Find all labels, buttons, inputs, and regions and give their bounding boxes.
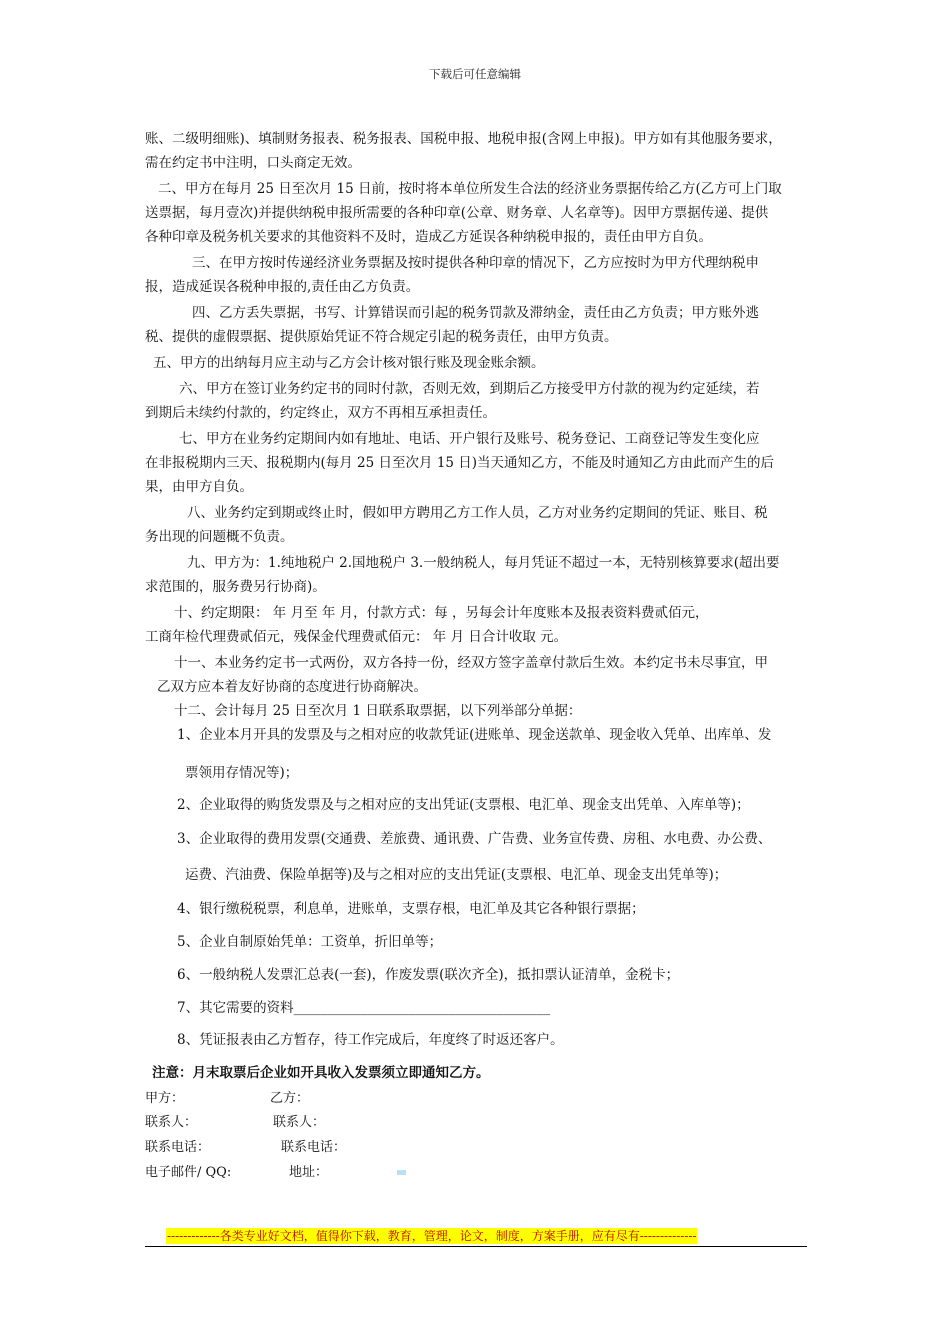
- clause-5-line: 五、甲方的出纳每月应主动与乙方会计核对银行账及现金账余额。: [153, 355, 545, 371]
- party-b-label: 乙方：: [270, 1091, 310, 1106]
- list-item-6: 6、一般纳税人发票汇总表(一套)，作废发票(联次齐全)，抵扣票认证清单，金税卡；: [177, 967, 680, 983]
- clause-2-line: 二、甲方在每月 25 日至次月 15 日前，按时将本单位所发生合法的经济业务票据传给乙方(乙方可上门取: [158, 181, 782, 197]
- paragraph-line: 乙双方应本着友好协商的态度进行协商解决。: [157, 679, 427, 695]
- clause-7-line: 七、甲方在业务约定期间内如有地址、电话、开户银行及账号、税务登记、工商登记等发生变化应: [179, 431, 760, 447]
- list-item-3-cont: 运费、汽油费、保险单据等)及与之相对应的支出凭证(支票根、电汇单、现金支出凭单等)；: [185, 867, 728, 883]
- paragraph-line: 务出现的问题概不负责。: [145, 529, 294, 545]
- list-item-1: 1、企业本月开具的发票及与之相对应的收款凭证(进账单、现金送款单、现金收入凭单、出库单、发: [177, 727, 772, 743]
- footer-divider: [145, 1246, 807, 1247]
- contact-a-label: 联系人：: [145, 1115, 198, 1130]
- list-item-8: 8、凭证报表由乙方暂存，待工作完成后，年度终了时返还客户。: [177, 1032, 564, 1048]
- paragraph-line: 果，由甲方自负。: [145, 479, 253, 495]
- paragraph-line: 送票据，每月壹次)并提供纳税申报所需要的各种印章(公章、财务章、人名章等)。因甲方票据传递、提供: [145, 205, 769, 221]
- paragraph-line: 需在约定书中注明，口头商定无效。: [145, 155, 361, 171]
- paragraph-line: 求范围的，服务费另行协商)。: [145, 579, 326, 595]
- list-item-5: 5、企业自制原始凭单：工资单，折旧单等；: [177, 934, 443, 950]
- clause-3-line: 三、在甲方按时传递经济业务票据及按时提供各种印章的情况下，乙方应按时为甲方代理纳税申: [192, 255, 759, 271]
- clause-12-line: 十二、会计每月 25 日至次月 1 日联系取票据，以下列举部分单据：: [174, 703, 582, 719]
- notice-text: 注意：月末取票后企业如开具收入发票须立即通知乙方。: [152, 1065, 490, 1081]
- footer-banner: -------------各类专业好文档，值得你下载，教育，管理，论文，制度，方案手册，应有尽有--------------: [167, 1229, 697, 1243]
- clause-8-line: 八、业务约定到期或终止时，假如甲方聘用乙方工作人员，乙方对业务约定期间的凭证、账目、税: [187, 505, 768, 521]
- clause-6-line: 六、甲方在签订业务约定书的同时付款，否则无效，到期后乙方接受甲方付款的视为约定延续，若: [179, 381, 760, 397]
- clause-9-line: 九、甲方为：1.纯地税户 2.国地税户 3.一般纳税人，每月凭证不超过一本，无特别核算要求(超出要: [187, 555, 780, 571]
- paragraph-line: 到期后未续约付款的，约定终止，双方不再相互承担责任。: [145, 405, 496, 421]
- paragraph-line: 税、提供的虚假票据、提供原始凭证不符合规定引起的税务责任，由甲方负责。: [145, 329, 618, 345]
- phone-b-label: 联系电话：: [281, 1140, 347, 1155]
- contact-b-label: 联系人：: [273, 1115, 326, 1130]
- party-a-label: 甲方：: [145, 1091, 185, 1106]
- clause-11-line: 十一、本业务约定书一式两份，双方各持一份，经双方签字盖章付款后生效。本约定书未尽事宜，甲: [174, 655, 768, 671]
- clause-10-line: 十、约定期限： 年 月至 年 月，付款方式：每 ，另每会计年度账本及报表资料费贰佰元，: [174, 605, 709, 621]
- email-a-label: 电子邮件/ QQ:: [145, 1165, 232, 1180]
- clause-4-line: 四、乙方丢失票据，书写、计算错误而引起的税务罚款及滞纳金，责任由乙方负责；甲方账外逃: [192, 305, 759, 321]
- address-b-label: 地址：: [289, 1165, 329, 1180]
- list-item-1-cont: 票领用存情况等)；: [185, 765, 299, 781]
- paragraph-line: 工商年检代理费贰佰元，残保金代理费贰佰元： 年 月 日合计收取 元。: [145, 629, 568, 645]
- list-item-3: 3、企业取得的费用发票(交通费、差旅费、通讯费、广告费、业务宣传费、房租、水电费、办公费、: [177, 831, 772, 847]
- page-header: 下载后可任意编辑: [429, 67, 521, 81]
- list-item-4: 4、银行缴税税票，利息单，进账单，支票存根，电汇单及其它各种银行票据；: [177, 901, 645, 917]
- highlight-marker: [397, 1170, 406, 1175]
- phone-a-label: 联系电话：: [145, 1140, 211, 1155]
- paragraph-line: 账、二级明细账)、填制财务报表、税务报表、国税申报、地税申报(含网上申报)。甲方如有其他服务要求，: [145, 131, 782, 147]
- paragraph-line: 各种印章及税务机关要求的其他资料不及时，造成乙方延误各种纳税申报的，责任由甲方自负。: [145, 229, 712, 245]
- list-item-2: 2、企业取得的购货发票及与之相对应的支出凭证(支票根、电汇单、现金支出凭单、入库单等)；: [177, 797, 750, 813]
- paragraph-line: 在非报税期内三天、报税期内(每月 25 日至次月 15 日)当天通知乙方，不能及时通知乙方由此而产生的后: [145, 455, 775, 471]
- paragraph-line: 报，造成延误各税种申报的,责任由乙方负责。: [145, 279, 420, 295]
- list-item-7: 7、其它需要的资料______________________________________: [177, 1000, 551, 1016]
